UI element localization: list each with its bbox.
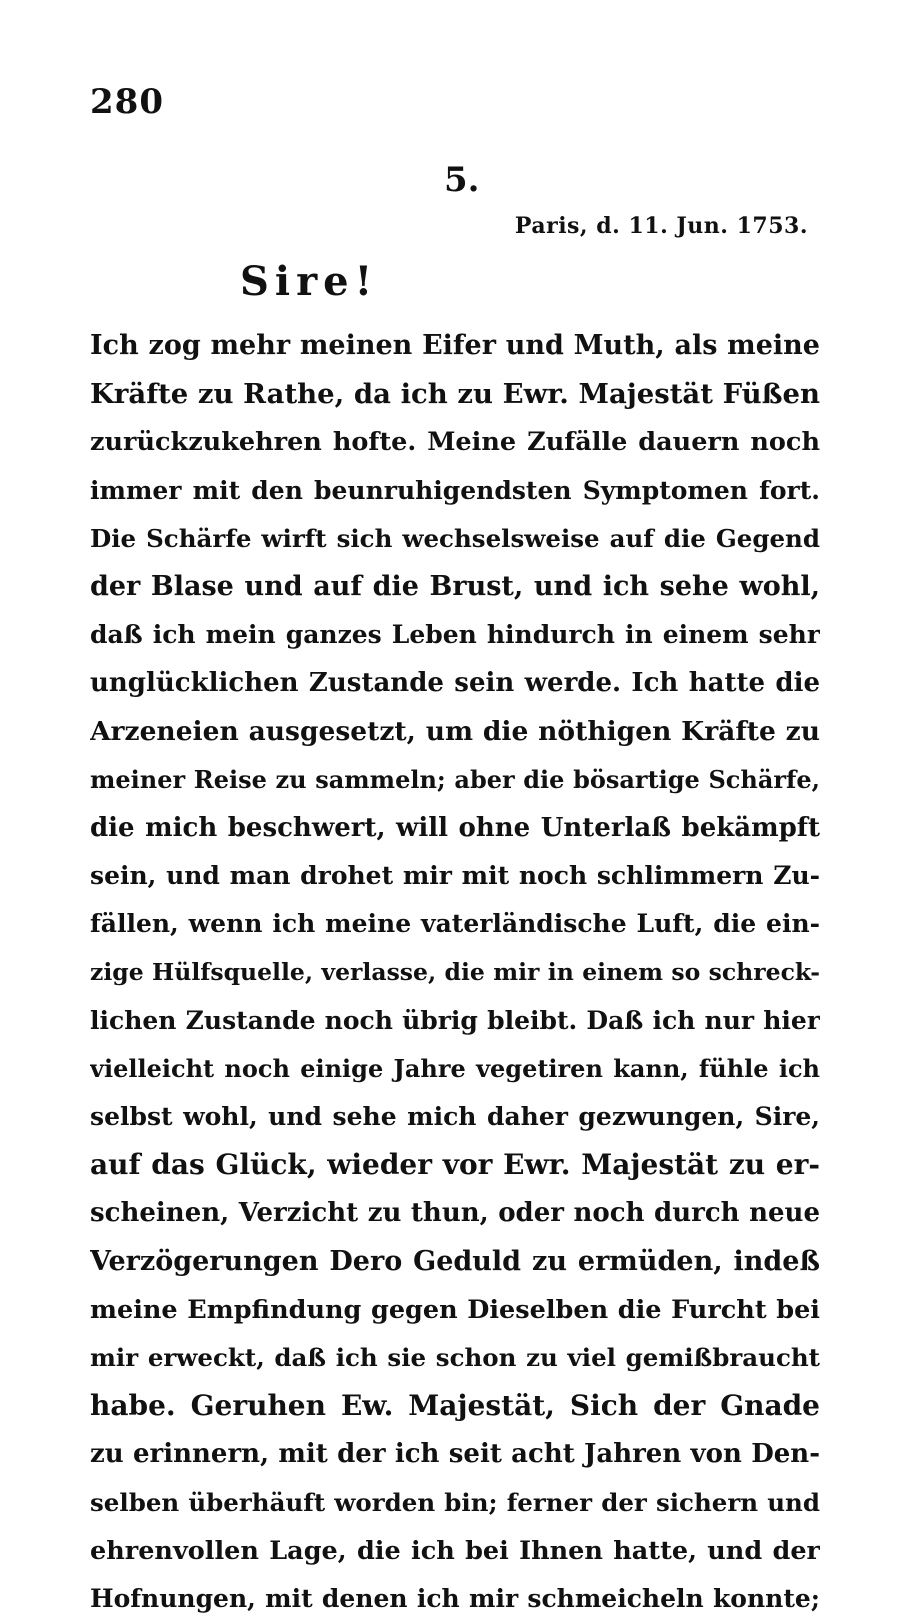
text-line: lichen Zustande noch übrig bleibt. Daß ich nur hier xyxy=(90,1005,820,1035)
text-line: habe. Geruhen Ew. Majestät, Sich der Gnade xyxy=(90,1389,820,1423)
text-line: Die Schärfe wirft sich wechselsweise auf die Gegend xyxy=(90,523,820,553)
text-line: meiner Reise zu sammeln; aber die bösartige Schärfe, xyxy=(90,764,820,794)
text-line: zige Hülfsquelle, verlasse, die mir in einem so schreck- xyxy=(90,958,820,987)
text-line: immer mit den beunruhigendsten Symptomen fort. xyxy=(90,475,820,505)
text-line: daß ich mein ganzes Leben hindurch in einem sehr xyxy=(90,620,820,650)
text-line: Hofnungen, mit denen ich mir schmeicheln konnte; xyxy=(90,1583,820,1613)
text-line: sein, und man drohet mir mit noch schlimmern Zu- xyxy=(90,861,820,891)
text-line: selbst wohl, und sehe mich daher gezwungen, Sire, xyxy=(90,1102,820,1131)
text-line: vielleicht noch einige Jahre vegetiren kann, fühle ich xyxy=(90,1053,820,1083)
text-line: meine Empfindung gegen Dieselben die Furcht bei xyxy=(90,1294,820,1325)
text-line: Verzögerungen Dero Geduld zu ermüden, indeß xyxy=(90,1245,820,1277)
letter-number: 5. xyxy=(444,160,480,200)
text-line: auf das Glück, wieder vor Ewr. Majestät zu er- xyxy=(90,1148,820,1182)
dateline: Paris, d. 11. Jun. 1753. xyxy=(514,213,808,239)
text-line: der Blase und auf die Brust, und ich sehe wohl, xyxy=(90,570,820,602)
text-line: Arzeneien ausgesetzt, um die nöthigen Kräfte zu xyxy=(90,715,820,747)
text-line: die mich beschwert, will ohne Unterlaß bekämpft xyxy=(90,812,820,843)
text-line: mir erweckt, daß ich sie schon zu viel gemißbraucht xyxy=(90,1342,820,1372)
text-line: scheinen, Verzicht zu thun, oder noch durch neue xyxy=(90,1198,820,1229)
page-number: 280 xyxy=(90,82,164,122)
letter-body xyxy=(90,322,820,1623)
text-line: zu erinnern, mit der ich seit acht Jahren von Den- xyxy=(90,1439,820,1470)
salutation: Sire! xyxy=(240,258,379,305)
text-line: Ich zog mehr meinen Eifer und Muth, als meine xyxy=(90,330,820,361)
text-line: unglücklichen Zustande sein werde. Ich hatte die xyxy=(90,668,820,699)
text-line: fällen, wenn ich meine vaterländische Luft, die ein- xyxy=(90,909,820,939)
text-line: ehrenvollen Lage, die ich bei Ihnen hatte, und der xyxy=(90,1535,820,1566)
text-line: Kräfte zu Rathe, da ich zu Ewr. Majestät Füßen xyxy=(90,378,820,411)
text-line: zurückzukehren hofte. Meine Zufälle dauern noch xyxy=(90,427,820,458)
text-line: selben überhäuft worden bin; ferner der sichern und xyxy=(90,1487,820,1517)
